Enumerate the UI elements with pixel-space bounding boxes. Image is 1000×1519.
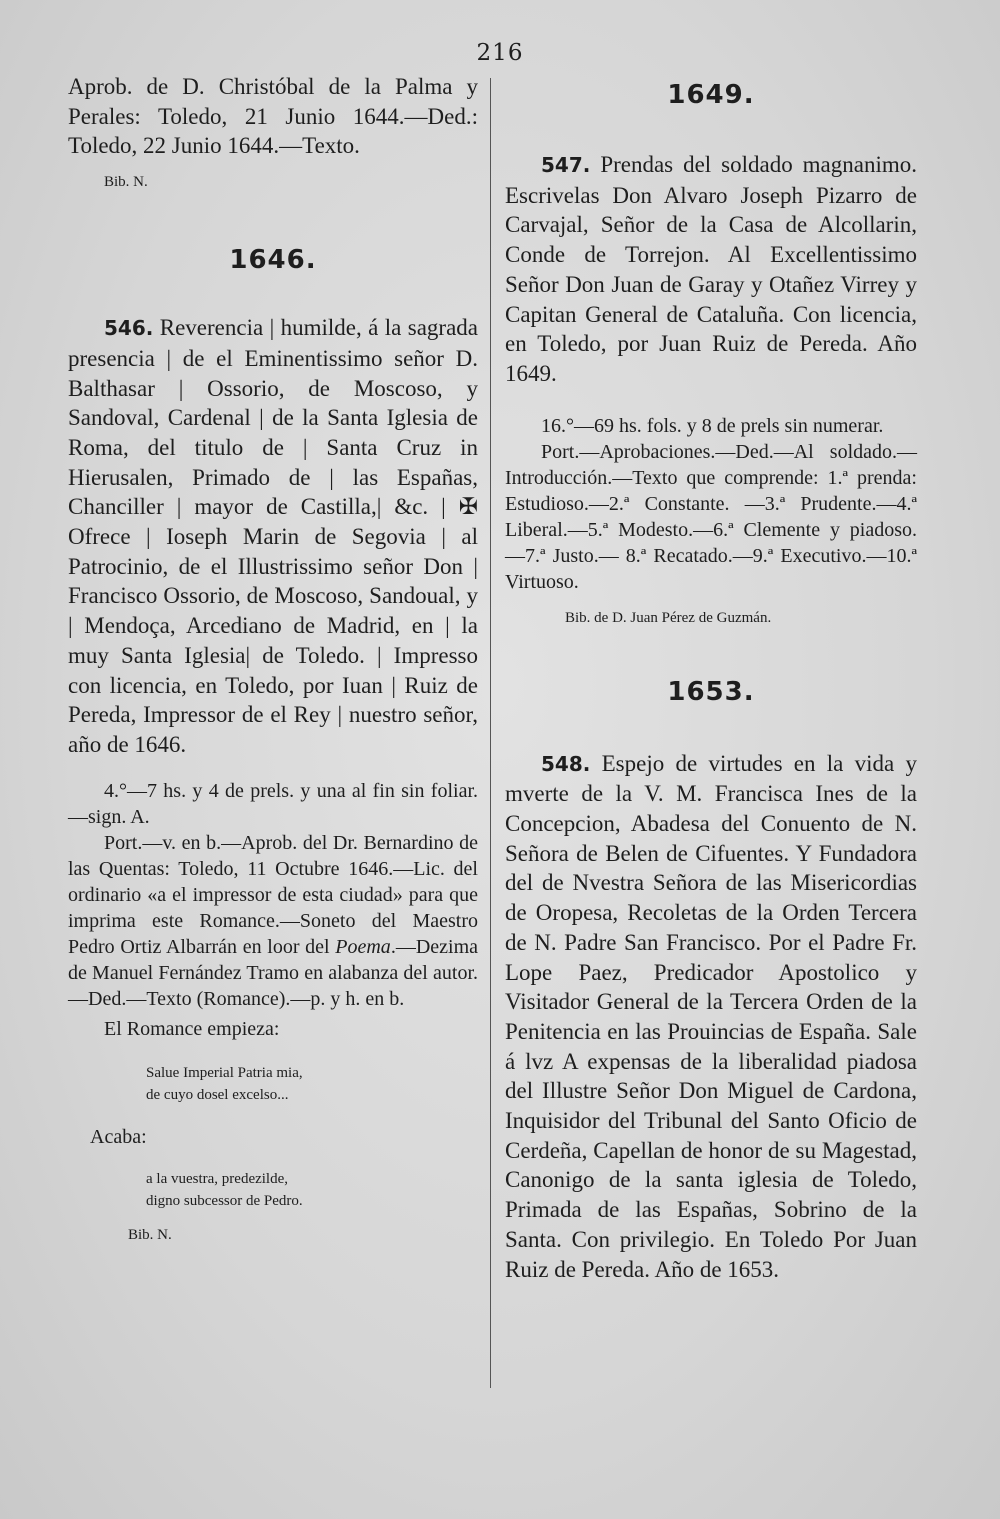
entry-548-text: Espejo de virtudes en la vida y mverte de la V. M. Francisca Ines de la Concepcion, Abadesa del Conuento de N. Señora de Belen de Cifuentes. Y Fundadora del de Nvestra Señora de las Misericordias de Oropesa, Recoletas de la Orden Tercera de N. Padre San Francisco. Por el Padre Fr. Lope Paez, Predicador Apostolico y Visitador General de la Tercera Orden de la Penitencia en las Prouincias de España. Sale á lvz A expensas de la liberalidad piadosa del Illustre Señor Don Miguel de Cardona, Inquisidor del Tribunal del Santo Oficio de Cerdeña, Capellan de honor de su Magestad, Canonigo de la santa iglesia de Toledo, Primada de las Españas, Sobrino de la Santa. Con privilegio. En Toledo Por Juan Ruiz de Pereda. Año de 1653. <box>505 750 917 1282</box>
entry-546-contents-italic: Poema <box>335 935 391 958</box>
entry-546-number: 546. <box>104 316 154 341</box>
year-heading-1653: 1653. <box>667 676 755 707</box>
entry-546-contents-text-2: .—Dezima de Manuel Fernández Tramo en alabanza del autor.—Ded.—Texto (Romance).—p. y h. en b. <box>68 935 478 1010</box>
entry-546-text: Reverencia | humilde, á la sagrada presencia | de el Eminentissimo señor D. Balthasar | Ossorio, de Moscoso, y Sandoval, Cardenal | de la Santa Iglesia de Roma, del titulo de | Santa Cruz in Hierusalen, Primado de | las Españas, Chanciller | mayor de Castilla,| &c. | ✠ Ofrece | Ioseph Marin de Segovia | al Patrocinio, de el Illustrissimo señor Don | Francisco Ossorio, de Moscoso, Sandoual, y | Mendoça, Arcediano de Madrid, en | la muy Santa Iglesia| de Toledo. | Impresso con licencia, en Toledo, por Iuan | Ruiz de Pereda, Impressor de el Rey | nuestro señor, año de 1646. <box>68 315 478 757</box>
entry-547 <box>505 150 917 389</box>
entry-547-collation: 16.°—69 hs. fols. y 8 de prels sin numerar. <box>541 414 884 437</box>
entry-547-bib: Bib. de D. Juan Pérez de Guzmán. <box>565 609 772 626</box>
left-column <box>68 72 478 1246</box>
entry-546-bib: Bib. N. <box>128 1226 172 1243</box>
acaba-label: Acaba: <box>90 1125 147 1148</box>
verse-end-line-2: digno subcessor de Pedro. <box>146 1192 303 1209</box>
entry-546-collation: 4.°—7 hs. y 4 de prels. y una al fin sin foliar.—sign. A. <box>68 779 478 828</box>
verse-end-line-1: a la vuestra, predezilde, <box>146 1170 289 1187</box>
entry-548 <box>505 749 917 1285</box>
entry-546-contents <box>68 830 478 1012</box>
entry-546-contents-text-1: Port.—v. en b.—Aprob. del Dr. Bernardino de las Quentas: Toledo, 11 Octubre 1646.—Lic. del ordinario «a el impressor de esta ciudad» para que imprima este Romance.—Soneto del Maestro Pedro Ortiz Albarrán en loor del <box>68 831 478 958</box>
entry-548-number: 548. <box>541 751 591 776</box>
entry-546 <box>68 313 478 760</box>
verse-start-line-1: Salue Imperial Patria mia, <box>146 1064 303 1081</box>
intro-bib: Bib. N. <box>104 174 148 191</box>
entry-547-text: Prendas del soldado magnanimo. Escrivelas Don Alvaro Joseph Pizarro de Carvajal, Señor de la Casa de Alcollarin, Conde de Torrejon. Al Excellentissimo Señor Don Juan de Garay y Otañez Virrey y Capitan General de Cataluña. Con licencia, en Toledo, por Juan Ruiz de Pereda. Año 1649. <box>505 152 917 386</box>
intro-paragraph: Aprob. de D. Christóbal de la Palma y Perales: Toledo, 21 Junio 1644.—Ded.: Toledo, 22 Junio 1644.—Texto. <box>68 74 478 159</box>
right-column <box>505 72 917 1284</box>
entry-547-contents: Port.—Aprobaciones.—Ded.—Al soldado.—Introducción.—Texto que comprende: 1.ª prenda: Estudioso.—2.ª Constante. —3.ª Prudente.—4.ª Liberal.—5.ª Modesto.—6.ª Clemente y piadoso.—7.ª Justo.— 8.ª Recatado.—9.ª Executivo.—10.ª Virtuoso. <box>505 440 917 593</box>
verse-start-line-2: de cuyo dosel excelso... <box>146 1086 289 1103</box>
romance-label: El Romance empieza: <box>104 1017 280 1040</box>
entry-547-number: 547. <box>541 153 591 177</box>
page-number: 216 <box>476 40 524 66</box>
year-heading-1649: 1649. <box>667 80 755 110</box>
year-heading-1646: 1646. <box>229 245 317 276</box>
column-divider <box>490 78 491 1388</box>
